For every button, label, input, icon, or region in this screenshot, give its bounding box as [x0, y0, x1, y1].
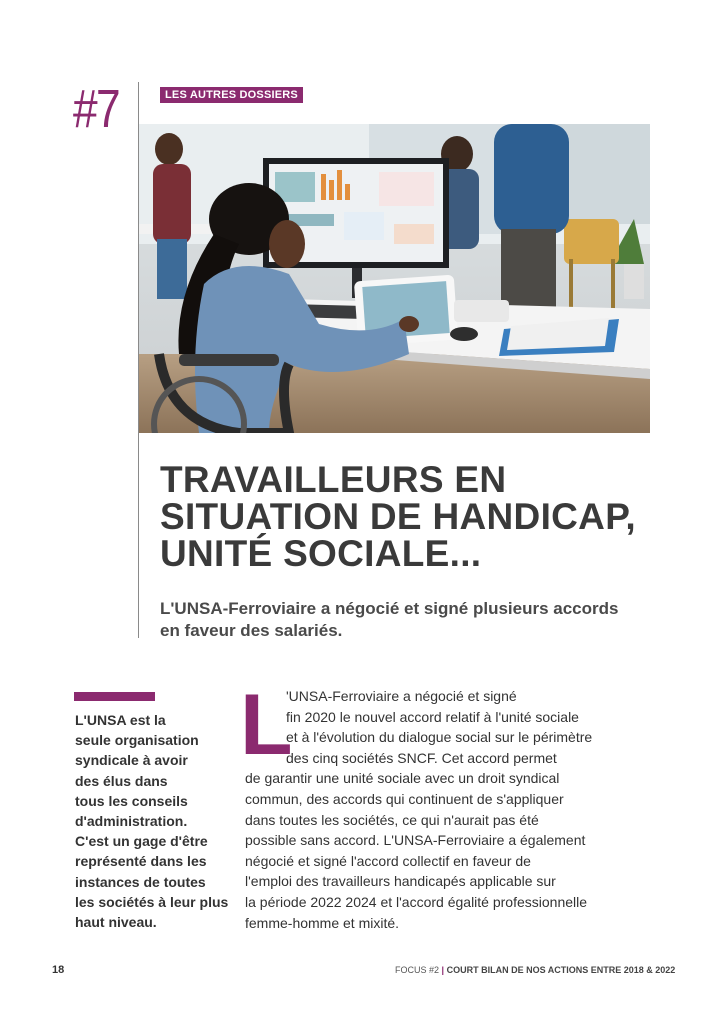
article-body — [245, 686, 665, 933]
headline-line: TRAVAILLEURS EN — [160, 459, 507, 500]
section-number: #7 — [73, 79, 119, 139]
article-photo — [139, 124, 650, 433]
article-line: l'emploi des travailleurs handicapés applicable sur — [245, 873, 556, 890]
sidebar-line: seule organisation — [75, 732, 199, 749]
article-line: commun, des accords qui continuent de s'appliquer — [245, 790, 564, 807]
headline — [160, 461, 680, 572]
headline-line: SITUATION DE HANDICAP, — [160, 496, 636, 537]
headline-line: UNITÉ SOCIALE... — [160, 533, 482, 574]
sidebar-line: L'UNSA est la — [75, 712, 166, 728]
article-line: négocié et signé l'accord collectif en faveur de — [245, 852, 531, 869]
footer-title: COURT BILAN DE NOS ACTIONS ENTRE 2018 & 2022 — [446, 965, 676, 975]
running-footer — [395, 965, 675, 975]
footer-separator: | — [441, 965, 445, 975]
sidebar-line: C'est un gage d'être — [75, 833, 208, 850]
footer-focus: FOCUS #2 — [395, 965, 440, 975]
subtitle: L'UNSA-Ferroviaire a négocié et signé plusieurs accords en faveur des salariés. — [160, 599, 619, 640]
sidebar-line: d'administration. — [75, 813, 188, 830]
article-line: la période 2022 2024 et l'accord égalité professionnelle — [245, 893, 588, 910]
article-line: possible sans accord. L'UNSA-Ferroviaire a également — [245, 832, 586, 849]
article-line: 'UNSA-Ferroviaire a négocié et signé — [286, 688, 517, 704]
page-number: 18 — [52, 964, 65, 976]
article-line: des cinq sociétés SNCF. Cet accord permet — [286, 749, 557, 766]
sidebar-line: représenté dans les — [75, 853, 207, 870]
section-label: LES AUTRES DOSSIERS — [160, 87, 303, 103]
article-line: dans toutes les sociétés, ce qui n'aurait pas été — [245, 811, 539, 828]
article-line: et à l'évolution du dialogue social sur le périmètre — [286, 729, 593, 746]
office-photo-icon — [139, 124, 650, 433]
sidebar-accent-bar — [74, 692, 155, 701]
sidebar-line: syndicale à avoir — [75, 752, 188, 769]
article-line: fin 2020 le nouvel accord relatif à l'unité sociale — [286, 708, 579, 725]
drop-cap: L — [240, 677, 293, 773]
sidebar-line: haut niveau. — [75, 914, 157, 931]
article-line: femme-homme et mixité. — [245, 914, 400, 931]
sidebar-callout — [75, 710, 229, 932]
sidebar-line: les sociétés à leur plus — [75, 893, 229, 910]
article-line: de garantir une unité sociale avec un droit syndical — [245, 770, 560, 787]
sidebar-line: des élus dans — [75, 772, 168, 789]
sidebar-line: instances de toutes — [75, 873, 206, 890]
sidebar-line: tous les conseils — [75, 792, 188, 809]
